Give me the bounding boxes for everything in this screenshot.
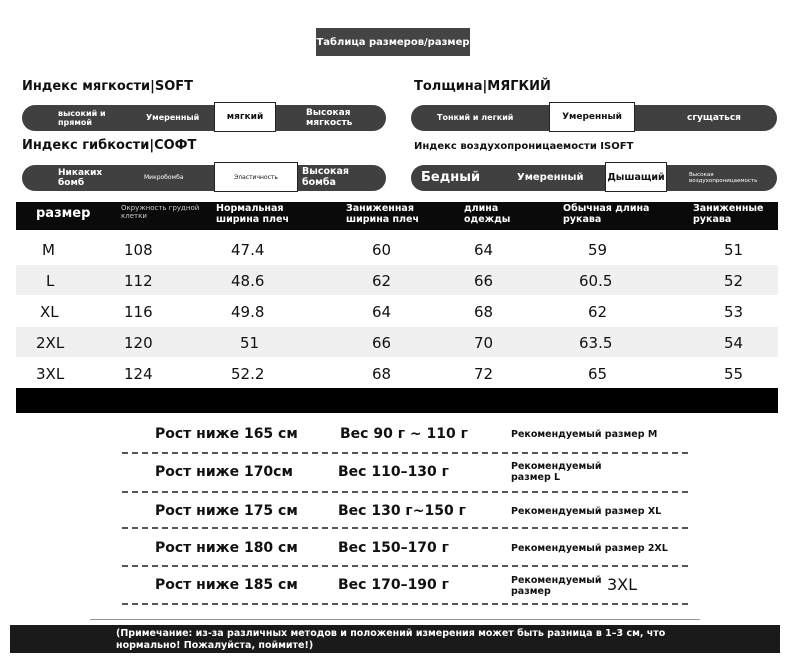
table-row — [16, 296, 778, 326]
length-cell: 70 — [474, 334, 494, 352]
shoulder-normal-cell: 48.6 — [231, 272, 265, 290]
chest-cell: 112 — [124, 272, 153, 290]
size-cell: M — [42, 241, 55, 259]
header-sleeve-normal: Обычная длина рукава — [563, 203, 650, 225]
rec-weight: Вес 110–130 г — [338, 464, 449, 480]
rec-size-big: 3XL — [607, 575, 638, 594]
elasticity-segment-4: Высокая бомба — [302, 166, 349, 188]
rec-size: Рекомендуемый размер XL — [511, 506, 662, 517]
divider — [90, 619, 700, 620]
rec-weight: Вес 90 г ~ 110 г — [340, 426, 468, 442]
divider — [122, 565, 688, 567]
softness-selected-segment: мягкий — [214, 102, 276, 132]
shoulder-normal-cell: 52.2 — [231, 365, 265, 383]
divider — [122, 603, 688, 605]
sleeve-normal-cell: 59 — [588, 241, 608, 259]
length-cell: 64 — [474, 241, 494, 259]
size-chart-title: Таблица размеров/размер — [316, 28, 470, 56]
rec-height: Рост ниже 170см — [155, 464, 293, 480]
sleeve-normal-cell: 62 — [588, 303, 608, 321]
header-size: размер — [36, 206, 91, 221]
shoulder-normal-cell: 51 — [240, 334, 260, 352]
breathability-scale — [411, 165, 777, 191]
divider — [122, 491, 688, 493]
softness-segment-4: Высокая мягкость — [306, 107, 353, 128]
rec-weight: Вес 150–170 г — [338, 540, 449, 556]
table-row — [16, 234, 778, 264]
shoulder-dropped-cell: 68 — [372, 365, 392, 383]
shoulder-dropped-cell: 60 — [372, 241, 392, 259]
shoulder-normal-cell: 49.8 — [231, 303, 265, 321]
breathability-scale-title: Индекс воздухопроницаемости ISOFT — [414, 141, 634, 152]
table-footer-bar — [16, 388, 778, 413]
breathability-segment-2: Умеренный — [517, 172, 584, 184]
rec-height: Рост ниже 185 см — [155, 577, 298, 593]
rec-size: Рекомендуемый размер M — [511, 429, 658, 440]
length-cell: 68 — [474, 303, 494, 321]
chest-cell: 108 — [124, 241, 153, 259]
length-cell: 72 — [474, 365, 494, 383]
softness-scale — [22, 105, 386, 131]
elasticity-selected-segment: Эластичность — [214, 162, 298, 192]
softness-segment-1: высокий и прямой — [58, 108, 106, 127]
rec-size: Рекомендуемый размер — [511, 575, 602, 598]
rec-weight: Вес 130 г~150 г — [338, 503, 466, 519]
sleeve-normal-cell: 63.5 — [579, 334, 613, 352]
table-row — [16, 327, 778, 357]
thickness-scale-title: Толщина|МЯГКИЙ — [414, 79, 551, 94]
shoulder-dropped-cell: 66 — [372, 334, 392, 352]
elasticity-segment-1: Никаких бомб — [58, 167, 103, 188]
softness-segment-2: Умеренный — [146, 113, 200, 123]
sleeve-normal-cell: 65 — [588, 365, 608, 383]
breathability-segment-1: Бедный — [421, 169, 481, 185]
chest-cell: 120 — [124, 334, 153, 352]
table-row — [16, 358, 778, 388]
softness-scale-title: Индекс мягкости|SOFT — [22, 79, 194, 94]
rec-size: Рекомендуемый размер 2XL — [511, 543, 668, 554]
header-sleeve-dropped: Заниженные рукава — [693, 203, 764, 225]
thickness-segment-1: Тонкий и легкий — [437, 113, 514, 123]
thickness-scale — [411, 105, 777, 131]
header-length: длина одежды — [464, 203, 511, 225]
table-row — [16, 265, 778, 295]
sleeve-dropped-cell: 54 — [724, 334, 744, 352]
length-cell: 66 — [474, 272, 494, 290]
shoulder-dropped-cell: 62 — [372, 272, 392, 290]
chest-cell: 124 — [124, 365, 153, 383]
divider — [122, 527, 688, 529]
sleeve-dropped-cell: 55 — [724, 365, 744, 383]
elasticity-segment-2: Микробомба — [144, 173, 184, 181]
rec-height: Рост ниже 180 см — [155, 540, 298, 556]
size-cell: XL — [40, 303, 59, 321]
sleeve-dropped-cell: 52 — [724, 272, 744, 290]
rec-weight: Вес 170–190 г — [338, 577, 449, 593]
measurement-note: (Примечание: из-за различных методов и положений измерения может быть разница в 1–3 см, что нормально! Пожалуйста, поймите!) — [116, 628, 666, 651]
sleeve-dropped-cell: 53 — [724, 303, 744, 321]
sleeve-normal-cell: 60.5 — [579, 272, 613, 290]
header-shoulder-dropped: Заниженная ширина плеч — [346, 203, 419, 225]
sleeve-dropped-cell: 51 — [724, 241, 744, 259]
breathability-selected-segment: Дышащий — [605, 162, 667, 192]
divider — [122, 452, 688, 454]
size-cell: L — [46, 272, 55, 290]
shoulder-dropped-cell: 64 — [372, 303, 392, 321]
thickness-selected-segment: Умеренный — [549, 102, 635, 132]
size-cell: 3XL — [36, 365, 65, 383]
shoulder-normal-cell: 47.4 — [231, 241, 265, 259]
rec-size: Рекомендуемый размер L — [511, 461, 602, 484]
chest-cell: 116 — [124, 303, 153, 321]
rec-height: Рост ниже 175 см — [155, 503, 298, 519]
rec-height: Рост ниже 165 см — [155, 426, 298, 442]
elasticity-scale — [22, 165, 386, 191]
size-table-header — [16, 202, 778, 230]
elasticity-scale-title: Индекс гибкости|СОФТ — [22, 138, 197, 153]
header-chest: Окружность грудной клетки — [121, 204, 200, 221]
size-cell: 2XL — [36, 334, 65, 352]
thickness-segment-3: сгущаться — [687, 112, 741, 123]
header-shoulder-normal: Нормальная ширина плеч — [216, 203, 289, 225]
breathability-segment-4: Высокая воздухопроницаемость — [689, 171, 758, 184]
